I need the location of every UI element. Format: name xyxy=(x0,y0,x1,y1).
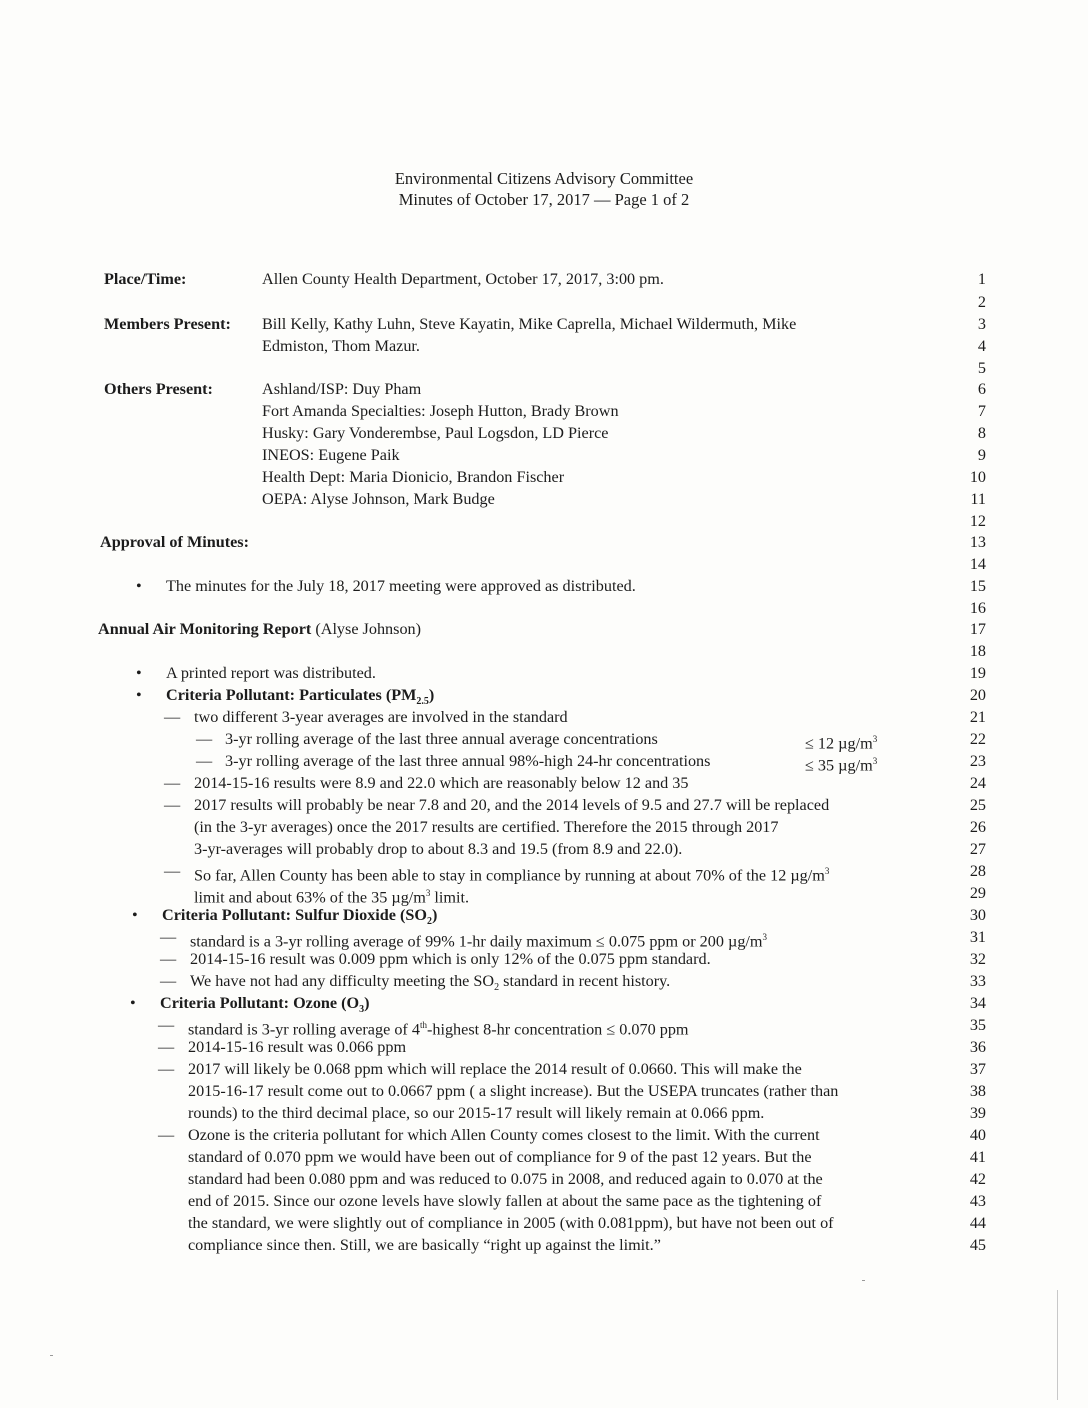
line-number: 22 xyxy=(969,730,986,748)
line-pm-3c xyxy=(0,838,1088,860)
ozone-text: 2017 will likely be 0.068 ppm which will replace the 2014 result of 0.0660. This will make the xyxy=(188,1060,802,1078)
line-number: 43 xyxy=(969,1192,986,1210)
place-time-value: Allen County Health Department, October 17, 2017, 3:00 pm. xyxy=(262,270,664,288)
line-pm-1 xyxy=(0,706,1088,728)
bullet-glyph: • xyxy=(136,664,142,682)
line-o3-heading xyxy=(0,992,1088,1014)
line-number: 18 xyxy=(969,642,986,660)
line-others xyxy=(0,400,1088,422)
pm-text: limit and about 63% of the 35 $\mu g/m^3$ limit. xyxy=(194,888,470,907)
dash-glyph: — xyxy=(158,1016,175,1034)
pm-text: So far, Allen County has been able to stay in compliance by running at about 70% of the 12 $\mu g/m^3$ xyxy=(194,866,830,885)
line-number: 32 xyxy=(969,950,986,968)
line-others xyxy=(0,466,1088,488)
scan-speck xyxy=(50,1355,53,1356)
pm-heading: Criteria Pollutant: Particulates $(PM_{2.5})$ xyxy=(166,686,435,708)
line-number: 44 xyxy=(969,1214,986,1232)
approval-text: The minutes for the July 18, 2017 meeting were approved as distributed. xyxy=(166,577,636,595)
line-pm-3a xyxy=(0,794,1088,816)
line-pm-4b xyxy=(0,882,1088,907)
line-o3-4a xyxy=(0,1124,1088,1146)
line-number: 21 xyxy=(969,708,986,726)
line-number: 10 xyxy=(969,468,986,486)
line-number: 41 xyxy=(969,1148,986,1166)
line-number: 2 xyxy=(977,293,986,311)
line-number: 37 xyxy=(969,1060,986,1078)
dash-glyph: — xyxy=(164,708,181,726)
line-number: 7 xyxy=(977,402,986,420)
line-so2-3 xyxy=(0,970,1088,992)
others-entry: INEOS: Eugene Paik xyxy=(262,446,400,464)
line-number: 4 xyxy=(977,337,986,355)
dash-glyph: — xyxy=(164,862,181,880)
line-number: 29 xyxy=(969,884,986,902)
members-present-label: Members Present: xyxy=(104,315,231,333)
so2-heading: Criteria Pollutant: Sulfur Dioxide $(SO_2)$ xyxy=(162,906,438,928)
line-approval-bullet xyxy=(0,575,1088,597)
pm-text: 3-yr rolling average of the last three annual 98%-high 24-hr concentrations xyxy=(225,752,711,770)
line-number: 19 xyxy=(969,664,986,682)
dash-glyph: — xyxy=(158,1038,175,1056)
document-header xyxy=(0,168,1088,210)
line-number: 20 xyxy=(969,686,986,704)
dash-glyph: — xyxy=(160,928,177,946)
pm-text: 2014-15-16 results were 8.9 and 22.0 which are reasonably below 12 and 35 xyxy=(194,774,689,792)
line-number: 6 xyxy=(977,380,986,398)
line-o3-4b xyxy=(0,1146,1088,1168)
ozone-text: 2014-15-16 result was 0.066 ppm xyxy=(188,1038,407,1056)
line-so2-2 xyxy=(0,948,1088,970)
line-o3-4e xyxy=(0,1212,1088,1234)
dash-glyph: — xyxy=(164,796,181,814)
dash-glyph: — xyxy=(160,972,177,990)
others-entry: Ashland/ISP: Duy Pham xyxy=(262,380,422,398)
pm-text: (in the 3-yr averages) once the 2017 results are certified. Therefore the 2015 through 2017 xyxy=(194,818,779,836)
dash-glyph: — xyxy=(158,1126,175,1144)
pm-text: 3-yr rolling average of the last three annual average concentrations xyxy=(225,730,658,748)
line-o3-4f xyxy=(0,1234,1088,1256)
line-o3-4c xyxy=(0,1168,1088,1190)
ozone-text: end of 2015. Since our ozone levels have slowly fallen at about the same pace as the tightening of xyxy=(188,1192,822,1210)
others-entry: Husky: Gary Vonderembse, Paul Logsdon, LD Pierce xyxy=(262,424,609,442)
ozone-text: compliance since then. Still, we are basically “right up against the limit.” xyxy=(188,1236,661,1254)
line-number: 24 xyxy=(969,774,986,792)
line-number: 1 xyxy=(977,270,986,288)
line-pm-3b xyxy=(0,816,1088,838)
pm-text: 2017 results will probably be near 7.8 and 20, and the 2014 levels of 9.5 and 27.7 will be replaced xyxy=(194,796,830,814)
bullet-glyph: • xyxy=(130,994,136,1012)
ozone-text: standard had been 0.080 ppm and was reduced to 0.075 in 2008, and reduced again to 0.070 at the xyxy=(188,1170,823,1188)
line-number: 30 xyxy=(969,906,986,924)
line-pm-heading xyxy=(0,684,1088,706)
so2-text: We have not had any difficulty meeting the $SO_2$ standard in recent history. xyxy=(190,972,671,994)
line-number: 11 xyxy=(970,490,986,508)
ozone-text: 2015-16-17 result come out to 0.0667 ppm ( a slight increase). But the USEPA truncates (rather than xyxy=(188,1082,839,1100)
line-number: 36 xyxy=(969,1038,986,1056)
pm-text: two different 3-year averages are involved in the standard xyxy=(194,708,568,726)
ozone-heading: Criteria Pollutant: Ozone $(O_3)$ xyxy=(160,994,370,1016)
line-number: 42 xyxy=(969,1170,986,1188)
line-number: 39 xyxy=(969,1104,986,1122)
others-entry: Fort Amanda Specialties: Joseph Hutton, Brady Brown xyxy=(262,402,619,420)
members-list-cont: Edmiston, Thom Mazur. xyxy=(262,337,420,355)
line-number: 14 xyxy=(969,555,986,573)
line-number: 13 xyxy=(969,533,986,551)
line-o3-3b xyxy=(0,1080,1088,1102)
line-pm-1b xyxy=(0,750,1088,775)
line-blank xyxy=(0,291,1088,313)
line-report-heading xyxy=(0,618,1088,640)
line-number: 38 xyxy=(969,1082,986,1100)
line-number: 45 xyxy=(969,1236,986,1254)
line-number: 27 xyxy=(969,840,986,858)
so2-text: standard is a 3-yr rolling average of 99% 1-hr daily maximum ≤ 0.075 ppm or 200 $\mu g/m^3$ xyxy=(190,932,768,951)
line-blank xyxy=(0,597,1088,619)
approval-heading: Approval of Minutes: xyxy=(100,533,249,551)
line-number: 8 xyxy=(977,424,986,442)
line-number: 33 xyxy=(969,972,986,990)
dash-glyph: — xyxy=(158,1060,175,1078)
report-distributed-text: A printed report was distributed. xyxy=(166,664,376,682)
line-blank xyxy=(0,357,1088,379)
line-number: 23 xyxy=(969,752,986,770)
line-place-time xyxy=(0,268,1088,290)
line-number: 35 xyxy=(969,1016,986,1034)
line-number: 16 xyxy=(969,599,986,617)
bullet-glyph: • xyxy=(136,686,142,704)
committee-title: Environmental Citizens Advisory Committee xyxy=(394,169,694,188)
ozone-text: Ozone is the criteria pollutant for which Allen County comes closest to the limit. With the current xyxy=(188,1126,820,1144)
line-others xyxy=(0,422,1088,444)
dash-glyph: — xyxy=(164,774,181,792)
line-pm-2 xyxy=(0,772,1088,794)
line-number: 3 xyxy=(977,315,986,333)
line-o3-4d xyxy=(0,1190,1088,1212)
pm-annual-limit: ≤ 12 $\mu g/m^3$ xyxy=(805,734,878,753)
members-list: Bill Kelly, Kathy Luhn, Steve Kayatin, Mike Caprella, Michael Wildermuth, Mike xyxy=(262,315,797,333)
line-approval-heading xyxy=(0,531,1088,553)
line-number: 5 xyxy=(977,359,986,377)
line-number: 17 xyxy=(969,620,986,638)
annual-report-heading: Annual Air Monitoring Report xyxy=(98,620,312,638)
others-entry: Health Dept: Maria Dionicio, Brandon Fischer xyxy=(262,468,565,486)
line-pm-1a xyxy=(0,728,1088,753)
line-number: 15 xyxy=(969,577,986,595)
line-number: 31 xyxy=(969,928,986,946)
dash-glyph: — xyxy=(160,950,177,968)
line-blank xyxy=(0,640,1088,662)
line-o3-2 xyxy=(0,1036,1088,1058)
line-blank xyxy=(0,553,1088,575)
place-time-label: Place/Time: xyxy=(104,270,187,288)
dash-glyph: — xyxy=(196,752,213,770)
line-blank xyxy=(0,510,1088,532)
ozone-text: the standard, we were slightly out of compliance in 2005 (with 0.081ppm), but have not been out of xyxy=(188,1214,834,1232)
pm-text: 3-yr-averages will probably drop to about 8.3 and 19.5 (from 8.9 and 22.0). xyxy=(194,840,683,858)
others-present-label: Others Present: xyxy=(104,380,213,398)
line-o3-3a xyxy=(0,1058,1088,1080)
line-members-cont xyxy=(0,335,1088,357)
line-o3-1 xyxy=(0,1014,1088,1039)
dash-glyph: — xyxy=(196,730,213,748)
others-entry: OEPA: Alyse Johnson, Mark Budge xyxy=(262,490,495,508)
pm-24hr-limit: ≤ 35 $\mu g/m^3$ xyxy=(805,756,878,775)
line-others xyxy=(0,378,1088,400)
line-number: 28 xyxy=(969,862,986,880)
line-number: 9 xyxy=(977,446,986,464)
line-number: 12 xyxy=(969,512,986,530)
line-report-bullet xyxy=(0,662,1088,684)
line-o3-3c xyxy=(0,1102,1088,1124)
line-members xyxy=(0,313,1088,335)
ozone-text: standard of 0.070 ppm we would have been out of compliance for 9 of the past 12 years. But the xyxy=(188,1148,812,1166)
line-pm-4a xyxy=(0,860,1088,885)
scan-speck xyxy=(862,1280,865,1281)
bullet-glyph: • xyxy=(136,577,142,595)
scan-edge-line xyxy=(1057,1290,1058,1400)
line-others xyxy=(0,444,1088,466)
line-number: 40 xyxy=(969,1126,986,1144)
line-so2-heading xyxy=(0,904,1088,926)
ozone-text: standard is 3-yr rolling average of 4th-highest 8-hr concentration ≤ 0.070 ppm xyxy=(188,1020,689,1039)
minutes-date-page: Minutes of October 17, 2017 — Page 1 of 2 xyxy=(398,190,690,209)
line-others xyxy=(0,488,1088,510)
line-number: 25 xyxy=(969,796,986,814)
annual-report-presenter: (Alyse Johnson) xyxy=(311,620,422,638)
line-number: 34 xyxy=(969,994,986,1012)
so2-text: 2014-15-16 result was 0.009 ppm which is only 12% of the 0.075 ppm standard. xyxy=(190,950,711,968)
line-so2-1 xyxy=(0,926,1088,951)
ozone-text: rounds) to the third decimal place, so our 2015-17 result will likely remain at 0.066 ppm. xyxy=(188,1104,765,1122)
line-number: 26 xyxy=(969,818,986,836)
bullet-glyph: • xyxy=(132,906,138,924)
